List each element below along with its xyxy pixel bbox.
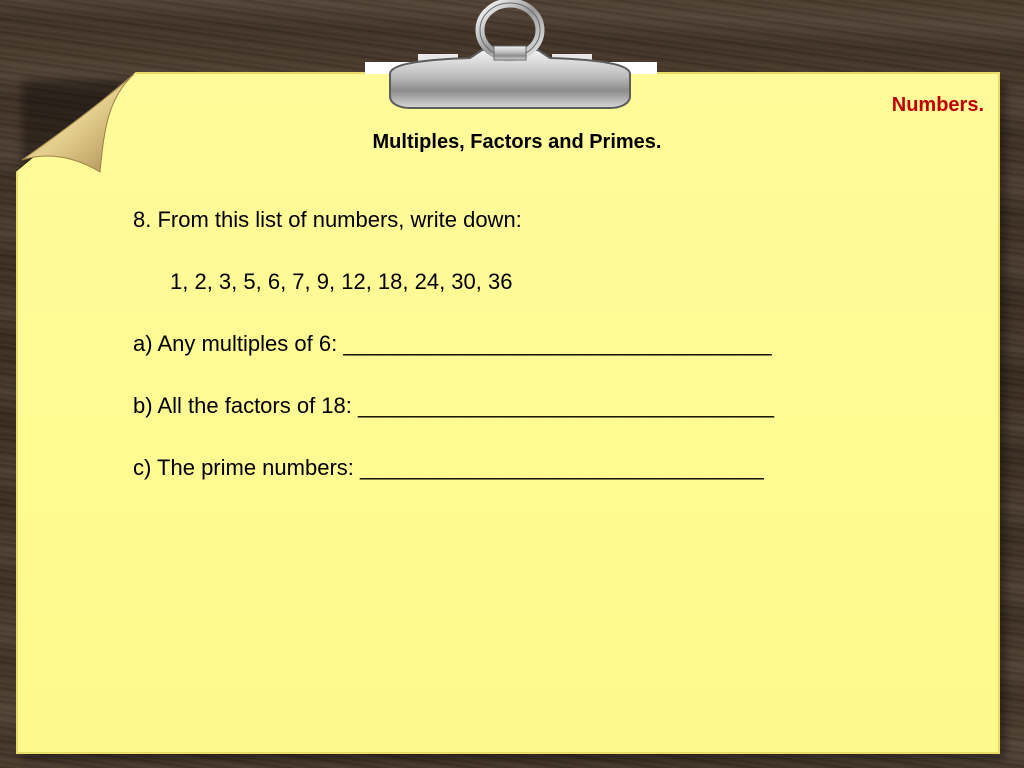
- part-c-label: c) The prime numbers:: [133, 455, 361, 480]
- part-a-answer-blank[interactable]: ___________________________________: [343, 331, 772, 356]
- page-curl-icon: [16, 72, 140, 176]
- question-prompt: 8. From this list of numbers, write down:: [133, 207, 522, 232]
- part-a-label: a) Any multiples of 6:: [133, 331, 344, 356]
- number-list: 1, 2, 3, 5, 6, 7, 9, 12, 18, 24, 30, 36: [170, 269, 513, 294]
- part-c-answer-blank[interactable]: _________________________________: [360, 455, 764, 480]
- topic-heading: Numbers.: [891, 94, 984, 116]
- question-part-b: [133, 393, 774, 419]
- question-part-a: [133, 331, 772, 357]
- question-part-c: [133, 455, 764, 481]
- part-b-label: b) All the factors of 18:: [133, 393, 359, 418]
- part-b-answer-blank[interactable]: __________________________________: [358, 393, 775, 418]
- clipboard-clip-icon: [360, 0, 660, 115]
- page-title: Multiples, Factors and Primes.: [372, 131, 662, 153]
